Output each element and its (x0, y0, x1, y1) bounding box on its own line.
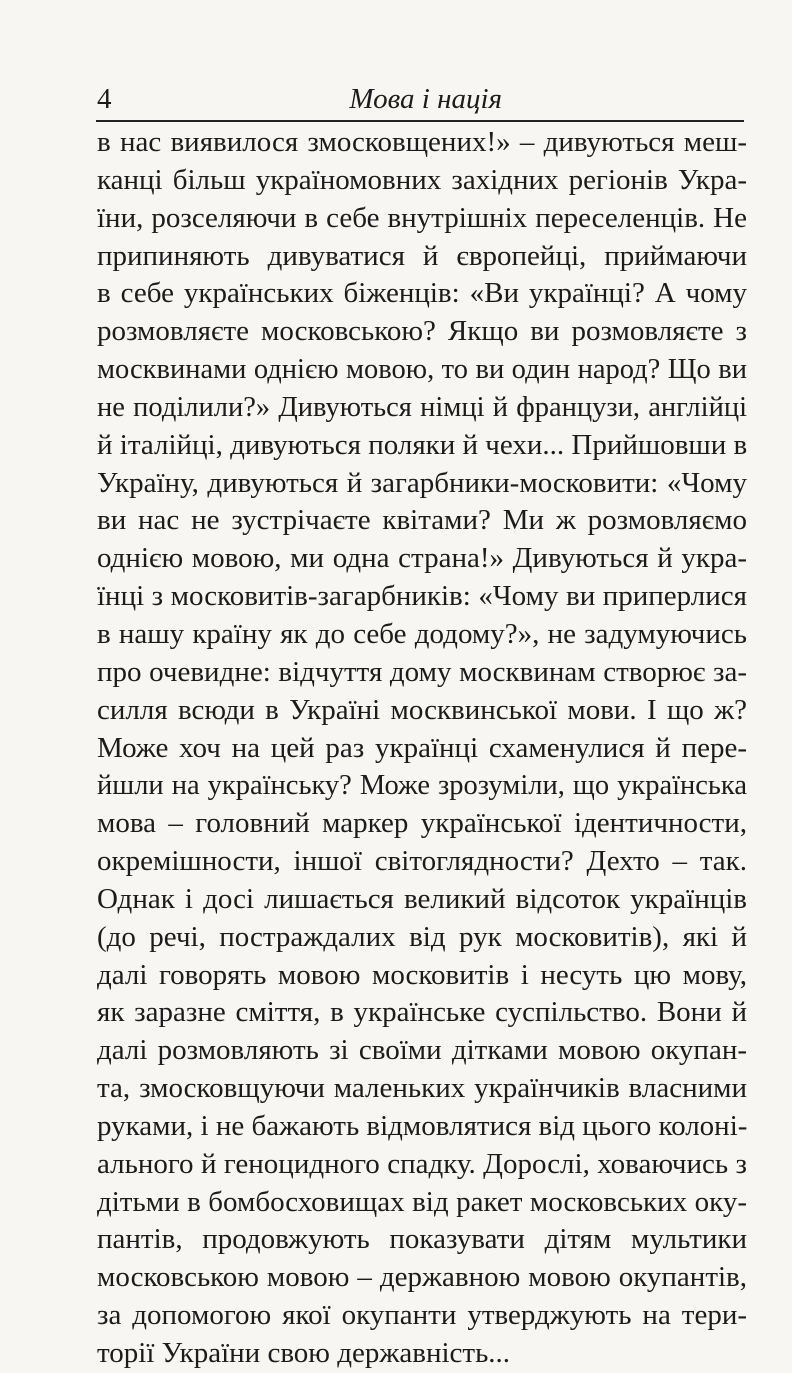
text-line: про очевидне: відчуття дому москвинам створює за- (97, 655, 747, 688)
text-line: ви нас не зустрічаєте квітами? Ми ж розмовляємо (97, 504, 747, 537)
text-line: ального й геноцидного спадку. Дорослі, ховаючись з (97, 1147, 747, 1180)
text-line: однією мовою, ми одна страна!» Дивуються й укра- (97, 542, 747, 575)
text-line: москвинами однією мовою, то ви один народ? Що ви (97, 354, 747, 386)
text-line: за допомогою якої окупанти утверджують на тери- (97, 1299, 747, 1332)
text-line: далі розмовляють зі своїми дітками мовою окупан- (97, 1034, 747, 1067)
text-line: розмовляєте московською? Якщо ви розмовляєте з (97, 315, 747, 348)
text-line: й італійці, дивуються поляки й чехи... Прийшовши в (97, 428, 748, 461)
text-line: дітьми в бомбосховищах від ракет московських оку- (97, 1185, 747, 1218)
text-line-last: торії України свою державність... (97, 1337, 511, 1369)
text-line: канці більш україномовних західних регіонів Укра- (97, 163, 747, 196)
text-line: в нашу країну як до себе додому?», не задумуючись (97, 617, 747, 650)
text-line: в себе українських біженців: «Ви українці? А чому (97, 277, 747, 310)
header-rule (96, 120, 744, 122)
text-line: далі говорять мовою московитів і несуть цю мову, (97, 958, 747, 991)
text-line: як заразне сміття, в українське суспільство. Вони й (97, 996, 747, 1029)
text-line: йшли на українську? Може зрозуміли, що українська (97, 770, 747, 802)
running-title: Мова і нація (349, 83, 502, 115)
text-line: їнці з московитів-загарбників: «Чому ви приперлися (97, 580, 747, 613)
text-line: в нас виявилося змосковщених!» – дивуються меш- (97, 126, 747, 158)
text-line: руками, і не бажають відмовлятися від цього колоні- (97, 1109, 748, 1142)
text-line: силля всюди в Україні москвинської мови. І що ж? (97, 693, 747, 726)
text-line: не поділили?» Дивуються німці й французи, англійці (97, 391, 747, 423)
text-line: окремішности, іншої світоглядности? Дехто – так. (97, 845, 747, 878)
text-line: їни, розселяючи в себе внутрішніх переселенців. Не (97, 201, 747, 234)
text-line: припиняють дивуватися й європейці, приймаючи (97, 239, 747, 272)
text-line: мова – головний маркер української ідентичности, (97, 807, 747, 840)
page-number: 4 (97, 83, 112, 115)
text-line: московською мовою – державною мовою окупантів, (97, 1261, 747, 1294)
text-line: (до речі, постраждалих від рук московитів), які й (97, 920, 747, 953)
text-line: пантів, продовжують показувати дітям мультики (97, 1223, 747, 1256)
text-line: та, змосковщуючи маленьких українчиків власними (97, 1072, 747, 1105)
text-line: Може хоч на цей раз українці схаменулися й пере- (97, 731, 747, 764)
text-line: Однак і досі лишається великий відсоток українців (97, 882, 747, 915)
body-text (97, 124, 747, 1373)
text-line: Україну, дивуються й загарбники-московити: «Чому (97, 466, 747, 499)
